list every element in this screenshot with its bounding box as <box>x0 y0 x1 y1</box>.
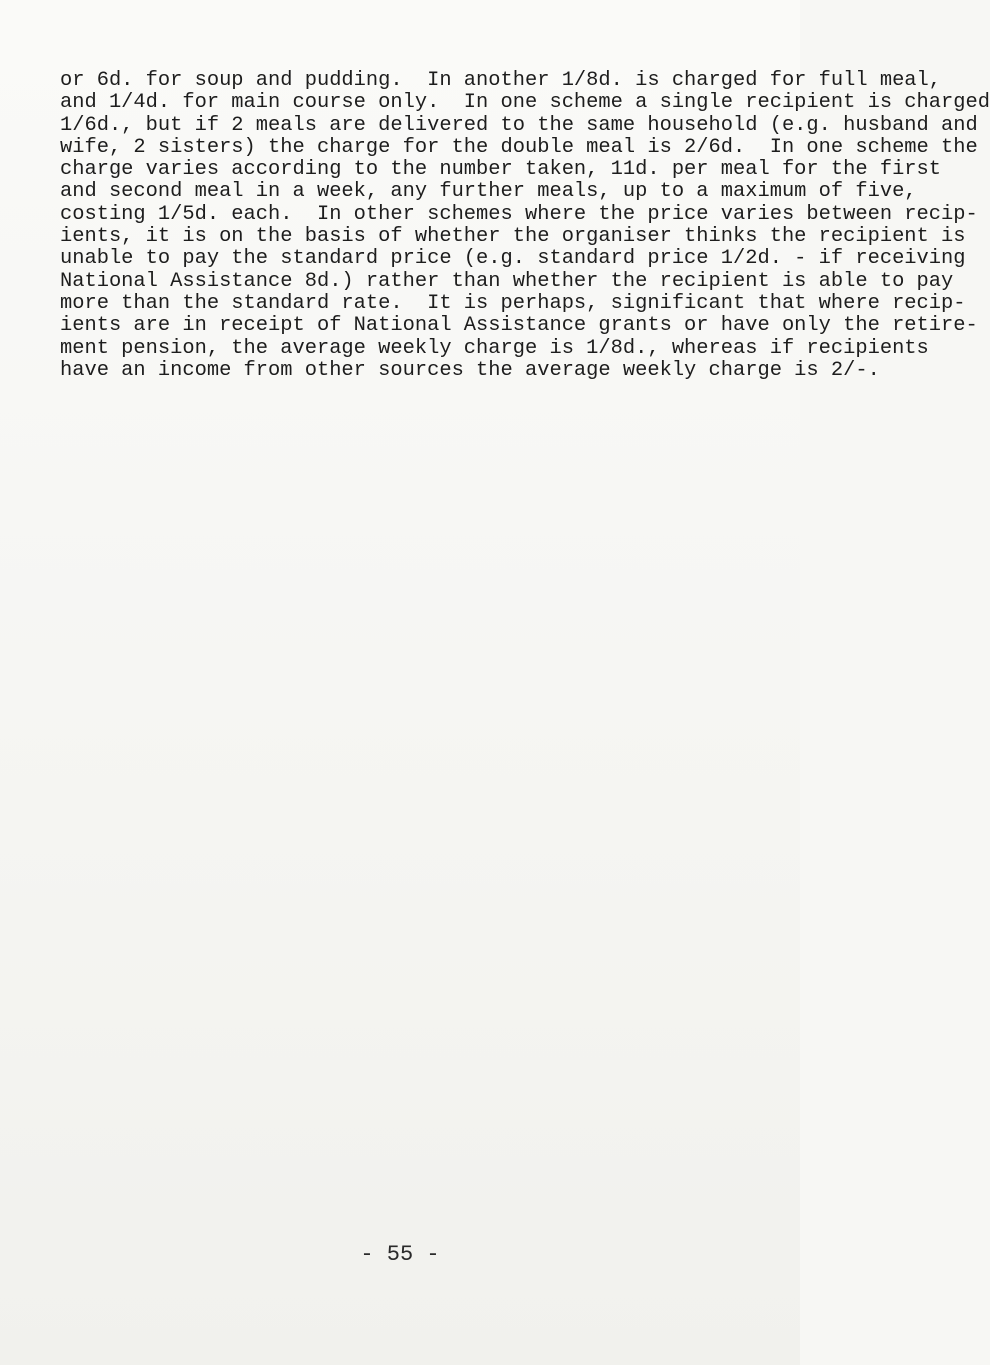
text-line: charge varies according to the number taken, 11d. per meal for the first <box>60 158 942 182</box>
text-line: wife, 2 sisters) the charge for the double meal is 2/6d. In one scheme the <box>60 135 978 159</box>
text-line: costing 1/5d. each. In other schemes where the price varies between recip- <box>60 202 978 226</box>
text-line: ients are in receipt of National Assistance grants or have only the retire- <box>60 314 978 338</box>
text-line: ment pension, the average weekly charge is 1/8d., whereas if recipients <box>60 336 929 360</box>
text-line: or 6d. for soup and pudding. In another 1/8d. is charged for full meal, <box>60 69 942 92</box>
text-line: and second meal in a week, any further meals, up to a maximum of five, <box>60 180 917 204</box>
text-line: 1/6d., but if 2 meals are delivered to the same household (e.g. husband and <box>60 113 978 137</box>
body-text <box>60 69 990 382</box>
page-number: - 55 - <box>360 1242 440 1267</box>
text-line: National Assistance 8d.) rather than whether the recipient is able to pay <box>60 269 954 293</box>
text-line: have an income from other sources the average weekly charge is 2/-. <box>60 358 880 382</box>
text-line: unable to pay the standard price (e.g. standard price 1/2d. - if receiving <box>60 247 966 271</box>
text-line: more than the standard rate. It is perhaps, significant that where recip- <box>60 291 966 315</box>
text-line: and 1/4d. for main course only. In one scheme a single recipient is charged <box>60 91 990 115</box>
text-line: ients, it is on the basis of whether the organiser thinks the recipient is <box>60 225 966 249</box>
